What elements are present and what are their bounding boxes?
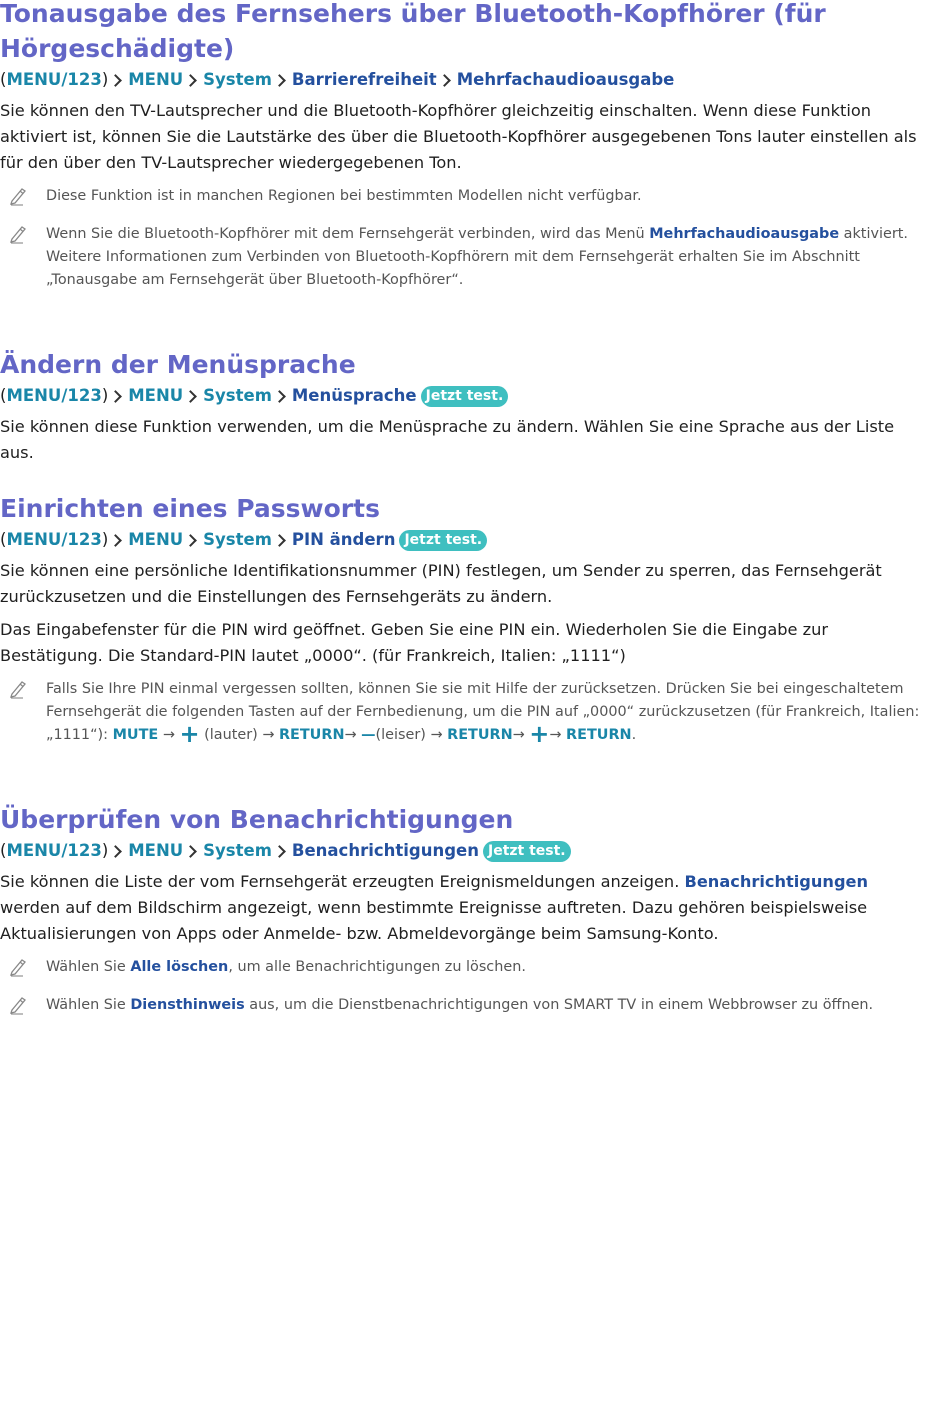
section-bluetooth-headphones <box>0 0 932 292</box>
try-now-button[interactable]: Jetzt test. <box>399 530 487 551</box>
path-benachrichtigungen[interactable]: Benachrichtigungen <box>291 841 479 860</box>
path-system[interactable]: System <box>203 530 272 549</box>
body-text: Das Eingabefenster für die PIN wird geöffnet. Geben Sie eine PIN ein. Wiederholen Sie die Eingabe zur Bestätigung. Die Standard-PIN lautet „0000“. (für Frankreich, Italien: „1111“) <box>0 620 829 665</box>
note-text: Falls Sie Ihre PIN einmal vergessen sollten, können Sie sie mit Hilfe der zurücksetzen. Drücken Sie bei eingeschaltetem Fernsehgerät die folgenden Tasten auf der Fernbedienung, um die PIN auf „0000“ zurückzusetzen (für Frankreich, Italien: „1111“): <box>46 681 920 743</box>
chevron-right-icon <box>184 534 197 547</box>
pencil-note-icon <box>9 224 27 244</box>
pencil-note-icon <box>9 995 27 1015</box>
note-text: aus, um die Dienstbenachrichtigungen von SMART TV in einem Webbrowser zu öffnen. <box>244 997 874 1013</box>
path-menu[interactable]: MENU <box>128 386 184 405</box>
path-menu[interactable]: MENU <box>128 841 184 860</box>
arrow-icon: → <box>344 727 357 743</box>
section-password <box>0 491 932 747</box>
pencil-note-icon <box>9 957 27 977</box>
chevron-right-icon <box>273 845 286 858</box>
section-title: Einrichten eines Passworts <box>0 494 380 523</box>
arrow-icon: → <box>512 727 525 743</box>
chevron-right-icon <box>184 74 197 87</box>
path-menu123[interactable]: MENU/123 <box>6 530 102 549</box>
chevron-right-icon <box>184 390 197 403</box>
note-text: , um alle Benachrichtigungen zu löschen. <box>228 959 526 975</box>
section-title: Tonausgabe des Fernsehers über Bluetooth-Kopfhörer (für Hörgeschädigte) <box>0 0 826 63</box>
note-text: Wenn Sie die Bluetooth-Kopfhörer mit dem Fernsehgerät verbinden, wird das Menü <box>46 226 650 242</box>
note <box>0 223 932 292</box>
plus-icon: + <box>179 720 200 748</box>
try-now-button[interactable]: Jetzt test. <box>421 386 509 407</box>
menu-path: (MENU/123) MENU System Barrierefreiheit Mehrfachaudioausgabe <box>0 70 675 89</box>
body-text-part: werden auf dem Bildschirm angezeigt, wenn bestimmte Ereignisse auftreten. Dazu gehören beispielsweise Aktualisierungen von Apps oder Anmelde- bzw. Abmeldevorgänge beim Samsung-Konto. <box>0 898 868 943</box>
body-text-part: Sie können die Liste der vom Fernsehgerät erzeugten Ereignismeldungen anzeigen. <box>0 872 685 891</box>
note-keyword-alle-loeschen[interactable]: Alle löschen <box>130 959 229 975</box>
minus-icon: — <box>361 727 376 743</box>
path-menu123[interactable]: MENU/123 <box>6 386 102 405</box>
note <box>0 185 932 208</box>
section-title: Überprüfen von Benachrichtigungen <box>0 805 514 834</box>
note-keyword-diensthinweis[interactable]: Diensthinweis <box>130 997 245 1013</box>
path-mehrfachaudioausgabe[interactable]: Mehrfachaudioausgabe <box>456 70 675 89</box>
plus-icon: + <box>529 720 550 748</box>
chevron-right-icon <box>184 845 197 858</box>
note-keyword-mehrfachaudioausgabe[interactable]: Mehrfachaudioausgabe <box>649 226 840 242</box>
note-text: Diese Funktion ist in manchen Regionen bei bestimmten Modellen nicht verfügbar. <box>46 188 642 204</box>
path-menu123[interactable]: MENU/123 <box>6 70 102 89</box>
arrow-icon: → <box>262 727 275 743</box>
note-text: Wählen Sie <box>46 997 131 1013</box>
chevron-right-icon <box>109 390 122 403</box>
chevron-right-icon <box>109 534 122 547</box>
chevron-right-icon <box>109 845 122 858</box>
note-text: aktiviert. Weitere Informationen zum Verbinden von Bluetooth-Kopfhörern mit dem Fernsehgerät erhalten Sie im Abschnitt „Tonausgabe am Fernsehgerät über Bluetooth-Kopfhörer“. <box>46 226 908 288</box>
body-text: Sie können diese Funktion verwenden, um die Menüsprache zu ändern. Wählen Sie eine Sprache aus der Liste aus. <box>0 417 895 462</box>
key-return: RETURN <box>447 727 513 743</box>
try-now-button[interactable]: Jetzt test. <box>483 841 571 862</box>
note <box>0 678 932 747</box>
note-text: Wählen Sie <box>46 959 131 975</box>
note <box>0 994 932 1017</box>
arrow-icon: → <box>430 727 443 743</box>
body-text <box>0 869 932 947</box>
body-text: Sie können eine persönliche Identifikationsnummer (PIN) festlegen, um Sender zu sperren, das Fernsehgerät zurückzusetzen und die Einstellungen des Fernsehgeräts zu ändern. <box>0 561 882 606</box>
chevron-right-icon <box>273 534 286 547</box>
chevron-right-icon <box>273 74 286 87</box>
body-keyword-benachrichtigungen[interactable]: Benachrichtigungen <box>684 872 869 891</box>
chevron-right-icon <box>273 390 286 403</box>
menu-path: (MENU/123) MENU System Benachrichtigungen Jetzt test. <box>0 840 932 862</box>
note-text: (lauter) <box>204 727 258 743</box>
body-text: Sie können den TV-Lautsprecher und die Bluetooth-Kopfhörer gleichzeitig einschalten. Wenn diese Funktion aktiviert ist, können Sie die Lautstärke des über die Bluetooth-Kopfhörer ausgegebenen Tons lauter einstellen als für den über den TV-Lautsprecher wiedergegebenen Ton. <box>0 101 917 172</box>
arrow-icon: → <box>162 727 175 743</box>
path-system[interactable]: System <box>203 386 272 405</box>
key-return: RETURN <box>278 727 345 743</box>
path-menuesprache[interactable]: Menüsprache <box>291 386 417 405</box>
menu-path: (MENU/123) MENU System PIN ändern Jetzt test. <box>0 529 932 551</box>
path-barrierefreiheit[interactable]: Barrierefreiheit <box>291 70 437 89</box>
menu-path: (MENU/123) MENU System Menüsprache Jetzt test. <box>0 385 932 407</box>
note-text: . <box>631 727 637 743</box>
arrow-icon: → <box>549 727 562 743</box>
chevron-right-icon <box>438 74 451 87</box>
note-text: (leiser) <box>375 727 426 743</box>
pencil-note-icon <box>9 679 27 699</box>
note <box>0 956 932 979</box>
pencil-note-icon <box>9 186 27 206</box>
path-menu123[interactable]: MENU/123 <box>6 841 102 860</box>
key-return: RETURN <box>566 727 632 743</box>
section-menu-language <box>0 347 932 466</box>
section-notifications <box>0 802 932 1017</box>
path-system[interactable]: System <box>203 70 272 89</box>
chevron-right-icon <box>109 74 122 87</box>
path-menu[interactable]: MENU <box>128 530 184 549</box>
path-system[interactable]: System <box>203 841 272 860</box>
section-title: Ändern der Menüsprache <box>0 350 356 379</box>
path-menu[interactable]: MENU <box>128 70 184 89</box>
key-mute: MUTE <box>112 727 159 743</box>
path-pin-aendern[interactable]: PIN ändern <box>291 530 396 549</box>
